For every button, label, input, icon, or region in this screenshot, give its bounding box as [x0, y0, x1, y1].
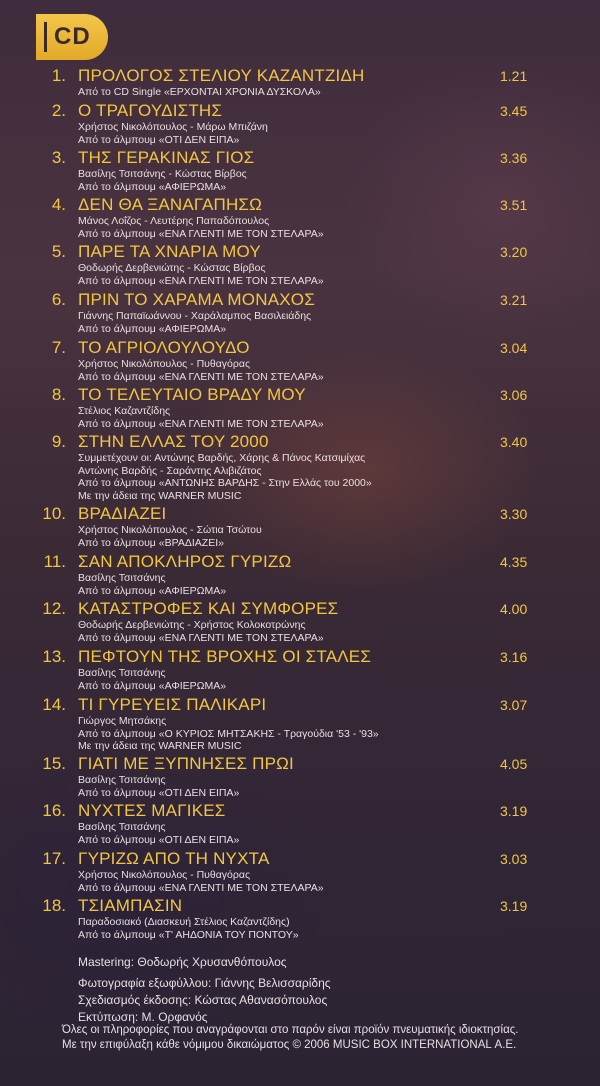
track-detail-line: Χρήστος Νικολόπουλος - Πυθαγόρας [78, 358, 250, 370]
track-number: 14. [42, 695, 66, 714]
track-duration: 4.35 [500, 554, 528, 570]
track-title: ΔΕΝ ΘΑ ΞΑΝΑΓΑΠΗΣΩ [78, 195, 263, 214]
track-detail-line: Χρήστος Νικολόπουλος - Πυθαγόρας [78, 869, 250, 881]
track-detail-line: Θοδωρής Δερβενιώτης - Χρήστος Κολοκοτρώνης [78, 619, 306, 631]
track-number: 13. [42, 647, 66, 666]
track-title: ΒΡΑΔΙΑΖΕΙ [78, 504, 167, 523]
track-title: ΤΗΣ ΓΕΡΑΚΙΝΑΣ ΓΙΟΣ [78, 148, 255, 167]
track-number: 8. [51, 385, 66, 404]
track-details [78, 215, 324, 240]
track-detail-line: Στέλιος Καζαντζίδης [78, 405, 171, 417]
track-title: ΠΡΙΝ ΤΟ ΧΑΡΑΜΑ ΜΟΝΑΧΟΣ [78, 290, 315, 309]
track-duration: 4.00 [500, 601, 528, 617]
track-duration: 3.20 [500, 244, 528, 260]
track-title: ΚΑΤΑΣΤΡΟΦΕΣ ΚΑΙ ΣΥΜΦΟΡΕΣ [78, 599, 339, 618]
mastering-credit: Mastering: Θοδωρής Χρυσανθόπουλος [78, 955, 287, 969]
legal-line-1: Όλες οι πληροφορίες που αναγράφονται στο παρόν είναι προϊόν πνευματικής ιδιοκτησίας. [62, 1024, 519, 1036]
track-detail-line: Παραδοσιακό (Διασκευή Στέλιος Καζαντζίδης) [78, 916, 290, 928]
track-details [78, 715, 379, 753]
track-duration: 3.03 [500, 851, 528, 867]
track-detail-line: Χρήστος Νικολόπουλος - Μάρω Μπιζάνη [78, 121, 268, 133]
track-number: 12. [42, 599, 66, 618]
track-duration: 3.06 [500, 387, 528, 403]
track-detail-line: Από το άλμπουμ «ΑΝΤΩΝΗΣ ΒΑΡΔΗΣ - Στην Ελλάς του 2000» [78, 477, 372, 489]
track-details [78, 619, 324, 644]
photo-credit: Φωτογραφία εξωφύλλου: Γιάννης Βελισσαρίδης [78, 976, 331, 990]
track-duration: 3.51 [500, 197, 528, 213]
track-title: ΣΤΗΝ ΕΛΛΑΣ ΤΟΥ 2000 [78, 432, 269, 451]
track-title: Ο ΤΡΑΓΟΥΔΙΣΤΗΣ [78, 101, 223, 120]
track-detail-line: Με την άδεια της WARNER MUSIC [78, 489, 242, 502]
track-details [78, 524, 262, 549]
track-detail-line: Βασίλης Τσιτσάνης [78, 774, 166, 786]
track-title: ΓΙΑΤΙ ΜΕ ΞΥΠΝΗΣΕΣ ΠΡΩΙ [78, 754, 294, 773]
track-detail-line: Από το άλμπουμ «ΕΝΑ ΓΛΕΝΤΙ ΜΕ ΤΟΝ ΣΤΕΛΑΡΑ» [78, 881, 324, 894]
track-detail-line: Από το άλμπουμ «ΑΦΙΕΡΩΜΑ» [78, 584, 227, 597]
track-number: 16. [42, 801, 66, 820]
track-duration: 3.36 [500, 150, 528, 166]
track-duration: 3.07 [500, 697, 528, 713]
badge-divider [44, 22, 47, 52]
design-credit: Σχεδιασμός έκδοσης: Κώστας Αθανασόπουλος [78, 993, 328, 1007]
track-detail-line: Από το άλμπουμ «ΟΤΙ ΔΕΝ ΕΙΠΑ» [78, 133, 240, 146]
track-detail-line: Βασίλης Τσιτσάνης - Κώστας Βίρβος [78, 168, 247, 180]
track-details [78, 121, 268, 146]
track-detail-line: Από το άλμπουμ «ΑΦΙΕΡΩΜΑ» [78, 322, 227, 335]
track-detail-line: Από το άλμπουμ «ΑΦΙΕΡΩΜΑ» [78, 679, 227, 692]
track-detail-line: Από το άλμπουμ «ΟΤΙ ΔΕΝ ΕΙΠΑ» [78, 786, 240, 799]
track-title: ΣΑΝ ΑΠΟΚΛΗΡΟΣ ΓΥΡΙΖΩ [78, 552, 292, 571]
track-number: 11. [43, 552, 66, 571]
track-details [78, 916, 299, 941]
track-duration: 3.45 [500, 103, 528, 119]
track-title: ΤΣΙΑΜΠΑΣΙΝ [78, 896, 183, 915]
track-duration: 4.05 [500, 756, 528, 772]
track-detail-line: Από το άλμπουμ «ΕΝΑ ΓΛΕΝΤΙ ΜΕ ΤΟΝ ΣΤΕΛΑΡΑ» [78, 370, 324, 383]
track-detail-line: Από το άλμπουμ «ΕΝΑ ΓΛΕΝΤΙ ΜΕ ΤΟΝ ΣΤΕΛΑΡΑ» [78, 274, 324, 287]
track-title: ΤΟ ΤΕΛΕΥΤΑΙΟ ΒΡΑΔΥ ΜΟΥ [78, 385, 306, 404]
track-detail-line: Βασίλης Τσιτσάνης [78, 572, 166, 584]
track-number: 7. [51, 338, 66, 357]
track-details [78, 262, 324, 287]
track-detail-line: Από το άλμπουμ «Ο ΚΥΡΙΟΣ ΜΗΤΣΑΚΗΣ - Τραγούδια '53 - '93» [78, 727, 379, 740]
track-duration: 3.21 [500, 292, 528, 308]
track-title: ΠΑΡΕ ΤΑ ΧΝΑΡΙΑ ΜΟΥ [78, 242, 261, 261]
track-detail-line: Γιώργος Μητσάκης [78, 715, 167, 727]
track-duration: 3.19 [500, 803, 528, 819]
track-number: 1. [51, 66, 66, 85]
credits [78, 954, 331, 1026]
track-number: 18. [42, 896, 66, 915]
track-detail-line: Με την άδεια της WARNER MUSIC [78, 740, 242, 752]
track-details [78, 168, 247, 193]
track-detail-line: Από το άλμπουμ «ΕΝΑ ΓΛΕΝΤΙ ΜΕ ΤΟΝ ΣΤΕΛΑΡΑ» [78, 417, 324, 430]
track-detail-line: Από το άλμπουμ «ΒΡΑΔΙΑΖΕΙ» [78, 536, 224, 549]
print-credit: Εκτύπωση: Μ. Ορφανός [78, 1010, 208, 1024]
track-detail-line: Από το άλμπουμ «Τ' ΑΗΔΟΝΙΑ ΤΟΥ ΠΟΝΤΟΥ» [78, 928, 299, 941]
cd-badge [36, 14, 108, 60]
track-number: 10. [42, 504, 66, 523]
track-title: ΤΟ ΑΓΡΙΟΛΟΥΛΟΥΔΟ [78, 338, 250, 357]
track-detail-line: Βασίλης Τσιτσάνης [78, 821, 166, 833]
track-detail-line: Θοδωρής Δερβενιώτης - Κώστας Βίρβος [78, 262, 266, 274]
track-duration: 3.40 [500, 434, 528, 450]
track-detail-line: Από το άλμπουμ «ΑΦΙΕΡΩΜΑ» [78, 180, 227, 193]
cd-badge-label: CD [54, 23, 91, 50]
track-duration: 3.19 [500, 898, 528, 914]
track-duration: 3.30 [500, 506, 528, 522]
track-details [78, 452, 372, 502]
track-detail-line: Αντώνης Βαρδής - Σαράντης Αλιβιζάτος [78, 464, 262, 477]
track-detail-line: Από το CD Single «ΕΡΧΟΝΤΑΙ ΧΡΟΝΙΑ ΔΥΣΚΟΛΑ» [78, 86, 321, 98]
track-number: 4. [51, 195, 66, 214]
track-title: ΓΥΡΙΖΩ ΑΠΟ ΤΗ ΝΥΧΤΑ [78, 849, 270, 868]
track-title: ΤΙ ΓΥΡΕΥΕΙΣ ΠΑΛΙΚΑΡΙ [78, 695, 267, 714]
track-title: ΠΡΟΛΟΓΟΣ ΣΤΕΛΙΟΥ ΚΑΖΑΝΤΖΙΔΗ [78, 66, 365, 85]
track-details [78, 310, 311, 335]
legal-line-2: Με την επιφύλαξη κάθε νόμιμου δικαιώματος © 2006 MUSIC BOX INTERNATIONAL Α.Ε. [62, 1039, 517, 1051]
track-detail-line: Από το άλμπουμ «ΕΝΑ ΓΛΕΝΤΙ ΜΕ ΤΟΝ ΣΤΕΛΑΡΑ» [78, 227, 324, 240]
track-detail-line: Από το άλμπουμ «ΕΝΑ ΓΛΕΝΤΙ ΜΕ ΤΟΝ ΣΤΕΛΑΡΑ» [78, 631, 324, 644]
track-number: 2. [51, 101, 66, 120]
track-detail-line: Βασίλης Τσιτσάνης [78, 667, 166, 679]
track-number: 17. [42, 849, 66, 868]
track-number: 6. [51, 290, 66, 309]
track-detail-line: Γιάννης Παπαϊωάννου - Χαράλαμπος Βασιλειάδης [78, 310, 312, 322]
track-details [78, 86, 321, 99]
track-details [78, 667, 226, 692]
track-details [78, 774, 239, 799]
track-details [78, 821, 239, 846]
track-duration: 3.04 [500, 340, 528, 356]
track-details [78, 405, 324, 430]
track-number: 15. [42, 754, 66, 773]
track-details [78, 358, 324, 383]
track-title: ΠΕΦΤΟΥΝ ΤΗΣ ΒΡΟΧΗΣ ΟΙ ΣΤΑΛΕΣ [78, 647, 372, 666]
track-detail-line: Χρήστος Νικολόπουλος - Σώτια Τσώτου [78, 524, 262, 536]
track-title: ΝΥΧΤΕΣ ΜΑΓΙΚΕΣ [78, 801, 226, 820]
track-duration: 1.21 [500, 68, 528, 84]
track-detail-line: Συμμετέχουν οι: Αντώνης Βαρδής, Χάρης & Πάνος Κατσιμίχας [78, 452, 366, 464]
track-details [78, 869, 324, 894]
track-detail-line: Μάνος Λοΐζος - Λευτέρης Παπαδόπουλος [78, 215, 270, 227]
track-number: 3. [51, 148, 66, 167]
legal-notice [62, 1023, 518, 1053]
track-number: 9. [51, 432, 66, 451]
track-details [78, 572, 226, 597]
track-duration: 3.16 [500, 649, 528, 665]
track-number: 5. [51, 242, 66, 261]
track-detail-line: Από το άλμπουμ «ΟΤΙ ΔΕΝ ΕΙΠΑ» [78, 833, 240, 846]
